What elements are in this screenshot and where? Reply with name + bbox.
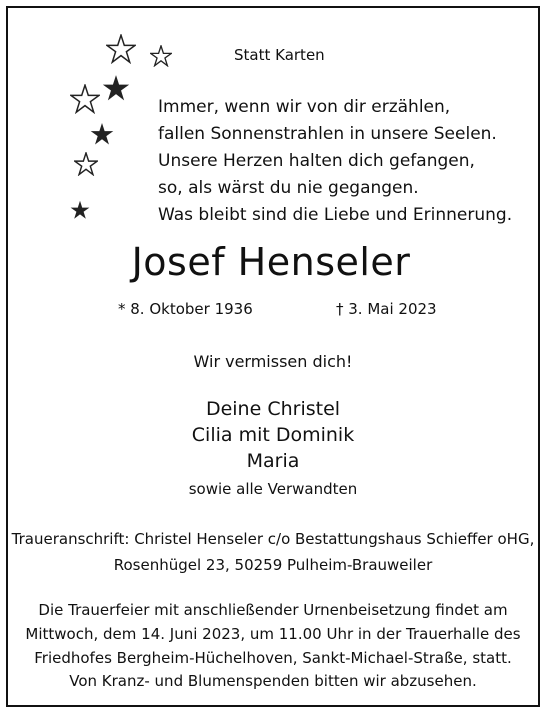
star-filled-icon <box>90 122 114 146</box>
header-text: Statt Karten <box>234 46 325 64</box>
ceremony-info <box>8 598 538 670</box>
star-filled-icon <box>70 200 90 220</box>
ceremony-line: Die Trauerfeier mit anschließender Urnenbeisetzung findet am <box>38 601 508 619</box>
mourners-list <box>8 396 538 474</box>
flowers-note: Von Kranz- und Blumenspenden bitten wir abzusehen. <box>69 672 477 690</box>
star-outline-icon <box>70 84 100 114</box>
poem <box>158 94 512 229</box>
address-line: Traueranschrift: Christel Henseler c/o Bestattungshaus Schieffer oHG, <box>11 530 535 548</box>
miss-you-text: Wir vermissen dich! <box>193 352 353 371</box>
address-line: Rosenhügel 23, 50259 Pulheim-Brauweiler <box>113 556 433 574</box>
mourner-name: Maria <box>246 450 300 472</box>
relatives-text: sowie alle Verwandten <box>188 480 358 498</box>
star-outline-icon <box>74 152 98 176</box>
mourning-address <box>8 526 538 578</box>
star-outline-icon <box>150 45 172 67</box>
mourner-name: Deine Christel <box>205 398 341 420</box>
poem-line: Was bleibt sind die Liebe und Erinnerung. <box>158 205 513 225</box>
poem-line: Unsere Herzen halten dich gefangen, <box>158 151 475 171</box>
death-date: † 3. Mai 2023 <box>336 300 437 318</box>
birth-date: * 8. Oktober 1936 <box>118 300 253 318</box>
poem-line: fallen Sonnenstrahlen in unsere Seelen. <box>158 124 497 144</box>
poem-line: so, als wärst du nie gegangen. <box>158 178 419 198</box>
poem-line: Immer, wenn wir von dir erzählen, <box>158 97 451 117</box>
deceased-name: Josef Henseler <box>131 240 411 284</box>
obituary-card <box>6 6 540 707</box>
ceremony-line: Mittwoch, dem 14. Juni 2023, um 11.00 Uhr in der Trauerhalle des <box>25 625 521 643</box>
mourner-name: Cilia mit Dominik <box>191 424 355 446</box>
ceremony-line: Friedhofes Bergheim-Hüchelhoven, Sankt-Michael-Straße, statt. <box>34 649 512 667</box>
star-filled-icon <box>102 74 130 102</box>
star-outline-icon <box>106 34 136 64</box>
